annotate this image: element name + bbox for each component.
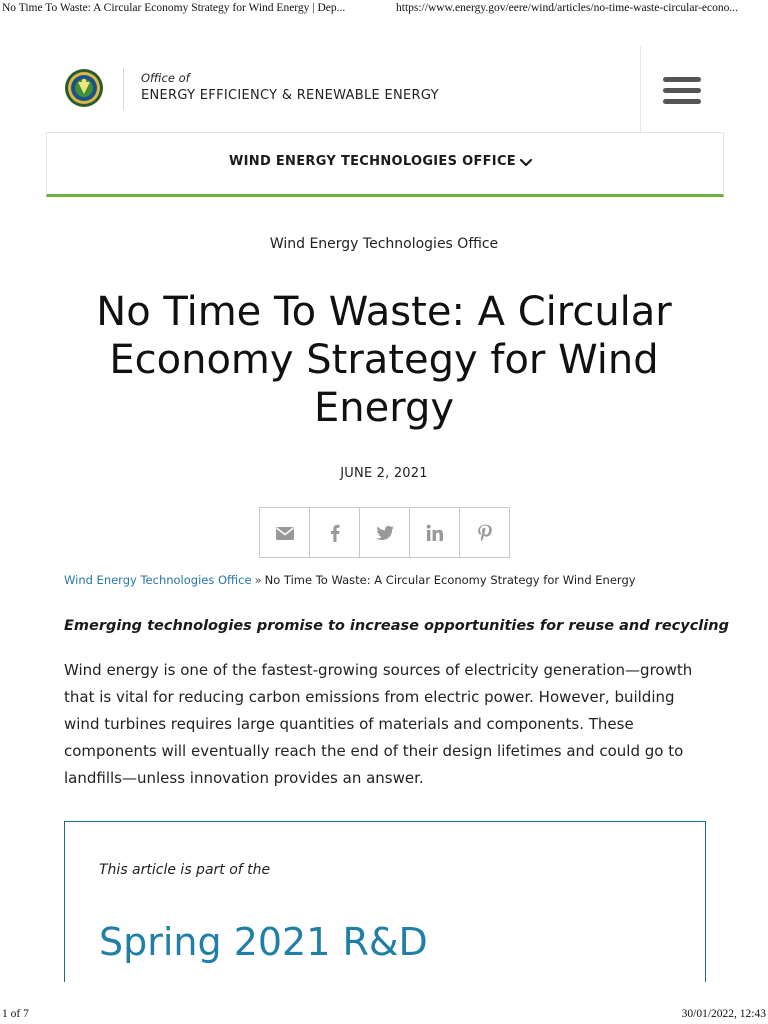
breadcrumb-link-wind-office[interactable]: Wind Energy Technologies Office: [64, 573, 252, 587]
print-page-title: No Time To Waste: A Circular Economy Strategy for Wind Energy | Dep...: [2, 2, 346, 14]
site-header: [46, 46, 722, 133]
office-of-label: Office of: [141, 71, 190, 85]
share-twitter-button[interactable]: [359, 507, 410, 558]
article-lede: Emerging technologies promise to increase opportunities for reuse and recycling: [64, 618, 729, 634]
breadcrumb: [64, 573, 636, 587]
print-datetime: 30/01/2022, 12:43: [681, 1008, 766, 1020]
print-page-url: https://www.energy.gov/eere/wind/articles/no-time-waste-circular-econo...: [396, 2, 738, 14]
callout-title[interactable]: Spring 2021 R&D: [99, 920, 428, 964]
office-name[interactable]: ENERGY EFFICIENCY & RENEWABLE ENERGY: [141, 88, 439, 103]
twitter-icon: [374, 522, 396, 544]
print-footer: [0, 1006, 768, 1024]
doe-seal-icon[interactable]: [64, 68, 104, 108]
hamburger-menu-icon[interactable]: [663, 77, 701, 105]
menu-button[interactable]: [640, 46, 723, 132]
header-divider: [123, 68, 124, 110]
breadcrumb-current: No Time To Waste: A Circular Economy Strategy for Wind Energy: [264, 573, 636, 587]
print-header: [0, 0, 768, 18]
callout-intro: This article is part of the: [99, 862, 271, 878]
share-email-button[interactable]: [259, 507, 310, 558]
facebook-icon: [324, 522, 346, 544]
share-facebook-button[interactable]: [309, 507, 360, 558]
article-kicker[interactable]: Wind Energy Technologies Office: [269, 236, 499, 252]
chevron-down-icon[interactable]: [519, 156, 533, 170]
share-pinterest-button[interactable]: [459, 507, 510, 558]
share-linkedin-button[interactable]: [409, 507, 460, 558]
print-page-number: 1 of 7: [2, 1008, 29, 1020]
article-date: JUNE 2, 2021: [340, 466, 428, 481]
article-title: No Time To Waste: A Circular Economy Strategy for Wind Energy: [96, 289, 672, 431]
office-subnav[interactable]: [46, 132, 724, 197]
share-bar: [259, 507, 510, 557]
series-callout: [64, 821, 706, 982]
subnav-label[interactable]: WIND ENERGY TECHNOLOGIES OFFICE: [229, 154, 516, 169]
linkedin-icon: [424, 522, 446, 544]
email-icon: [274, 522, 296, 544]
article-body-paragraph: Wind energy is one of the fastest-growing sources of electricity generation—growth that is vital for reducing carbon emissions from electric power. However, building wind turbines requires large quantities of materials and components. These components will eventually reach the end of their design lifetimes and could go to landfills—unless innovation provides an answer.: [64, 661, 693, 787]
breadcrumb-separator: »: [254, 573, 262, 587]
pinterest-icon: [474, 522, 496, 544]
